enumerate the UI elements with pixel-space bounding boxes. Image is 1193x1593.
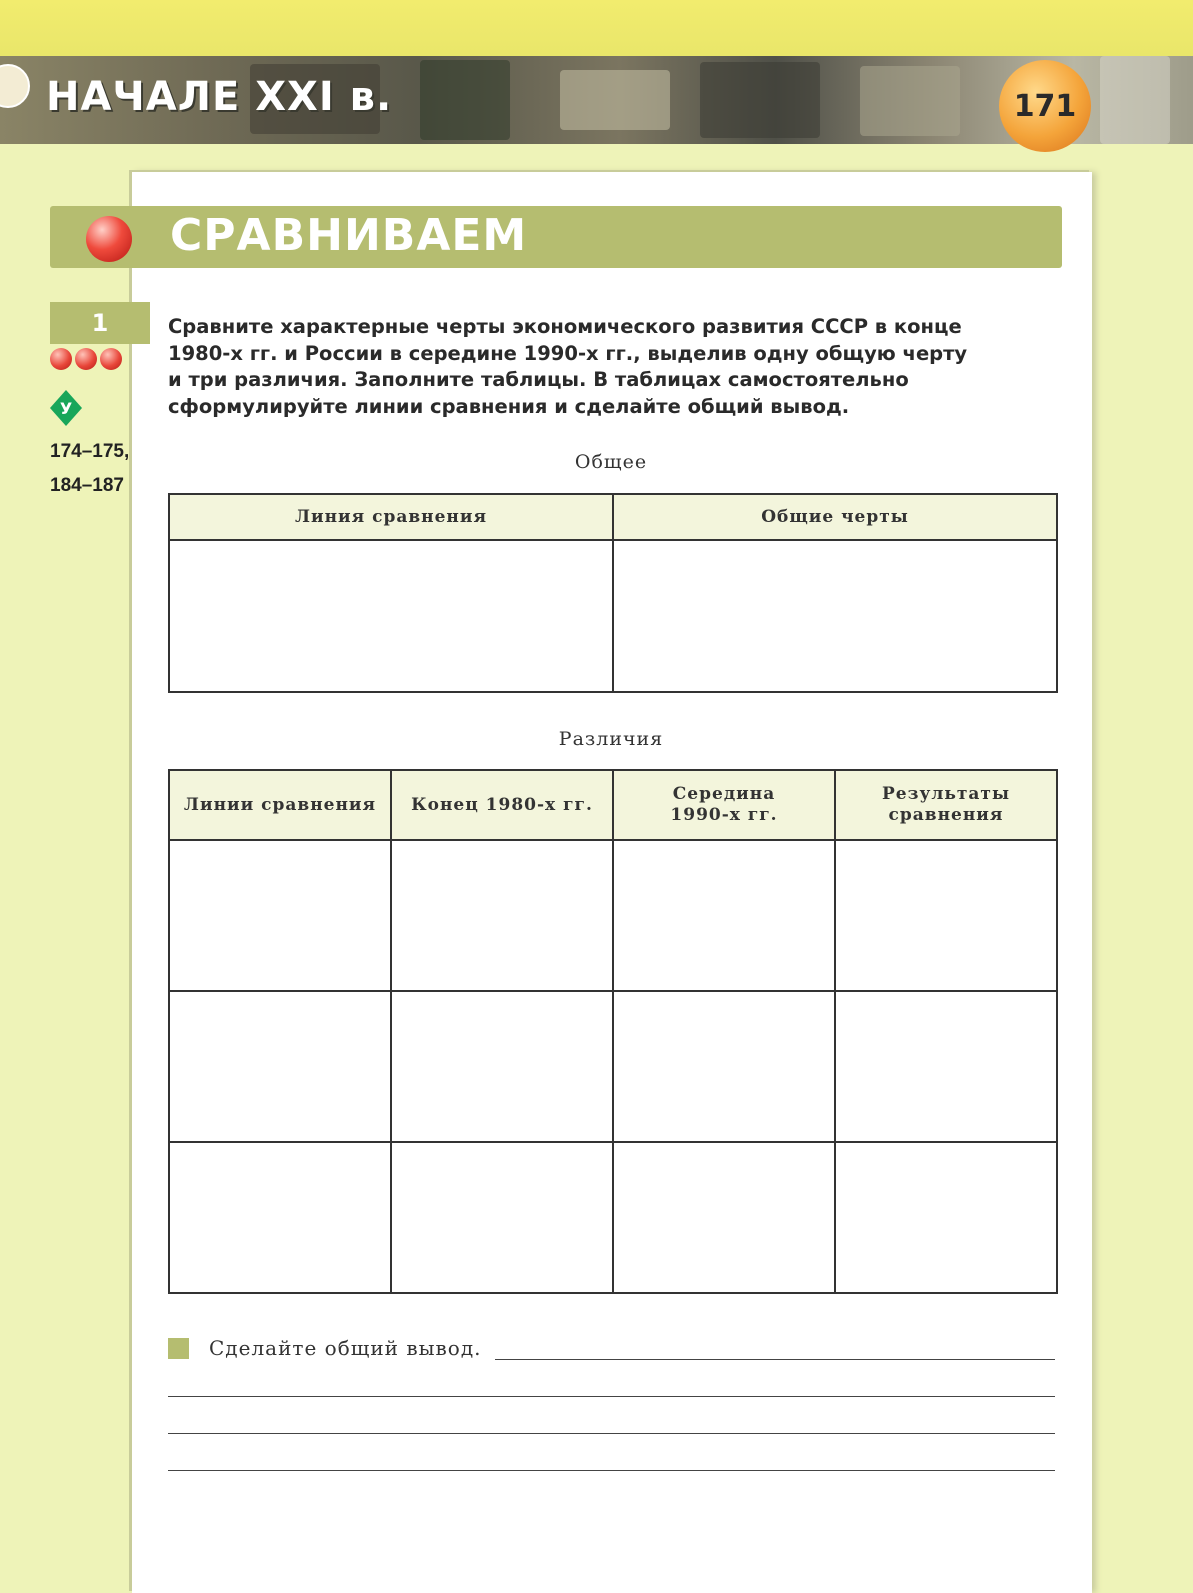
column-header-label: Середина 1990-х гг. (670, 784, 778, 825)
task-text-line: сформулируйте линии сравнения и сделайте общий вывод. (168, 394, 850, 418)
reference-pages (50, 435, 129, 503)
difficulty-dot-icon (50, 348, 72, 370)
table-cell[interactable] (613, 991, 835, 1142)
table-cell[interactable] (169, 991, 391, 1142)
table-row (169, 991, 1057, 1142)
task-number-tab (50, 302, 150, 344)
difficulty-dot-icon (75, 348, 97, 370)
column-header-label: Результаты сравнения (882, 784, 1010, 825)
column-header: Конец 1980-х гг. (391, 770, 613, 840)
table-cell[interactable] (835, 991, 1057, 1142)
page-number: 171 (1013, 88, 1077, 124)
table-row (169, 1142, 1057, 1293)
task-instructions (168, 314, 1068, 420)
table-cell[interactable] (835, 840, 1057, 991)
table-cell[interactable] (391, 1142, 613, 1293)
top-color-band (0, 0, 1193, 56)
table-header-row (169, 770, 1057, 840)
column-header: Линии сравнения (169, 770, 391, 840)
column-header: Общие черты (613, 494, 1057, 540)
common-features-table (168, 493, 1058, 693)
column-header (835, 770, 1057, 840)
task-text-line: Сравните характерные черты экономического развития СССР в конце (168, 315, 962, 338)
table-row (169, 840, 1057, 991)
answer-line[interactable] (168, 1433, 1055, 1434)
table-cell[interactable] (835, 1142, 1057, 1293)
answer-line[interactable] (168, 1470, 1055, 1471)
common-feature-cell[interactable] (613, 540, 1057, 692)
answer-line[interactable] (495, 1359, 1055, 1360)
page-number-badge (999, 60, 1091, 152)
table-cell[interactable] (613, 1142, 835, 1293)
svg-text:У: У (59, 399, 73, 418)
chapter-title: НАЧАЛЕ XXI в. (46, 74, 393, 120)
table-cell[interactable] (613, 840, 835, 991)
task-text-line: и три различия. Заполните таблицы. В таблицах самостоятельно (168, 368, 909, 391)
column-header (613, 770, 835, 840)
differences-table (168, 769, 1058, 1294)
table-row (169, 540, 1057, 692)
task-text-line: 1980-х гг. и России в середине 1990-х гг., выделив одну общую черту (168, 341, 968, 365)
section-bullet-icon (86, 216, 132, 262)
conclusion-prompt: Сделайте общий вывод. (209, 1336, 482, 1360)
table-cell[interactable] (391, 991, 613, 1142)
textbook-reference-icon (50, 390, 82, 426)
common-table-caption: Общее (574, 451, 648, 473)
differences-table-caption: Различия (558, 728, 664, 750)
series-logo-icon (0, 64, 30, 108)
reference-page-range: 174–175, (50, 441, 130, 462)
answer-line[interactable] (168, 1396, 1055, 1397)
column-header: Линия сравнения (169, 494, 613, 540)
section-title: СРАВНИВАЕМ (170, 210, 528, 261)
difficulty-dot-icon (100, 348, 122, 370)
task-number: 1 (91, 309, 109, 337)
reference-page-range: 184–187 (50, 475, 124, 496)
comparison-line-cell[interactable] (169, 540, 613, 692)
conclusion-marker-icon (168, 1338, 189, 1359)
table-cell[interactable] (169, 1142, 391, 1293)
table-header-row (169, 494, 1057, 540)
table-cell[interactable] (169, 840, 391, 991)
table-cell[interactable] (391, 840, 613, 991)
